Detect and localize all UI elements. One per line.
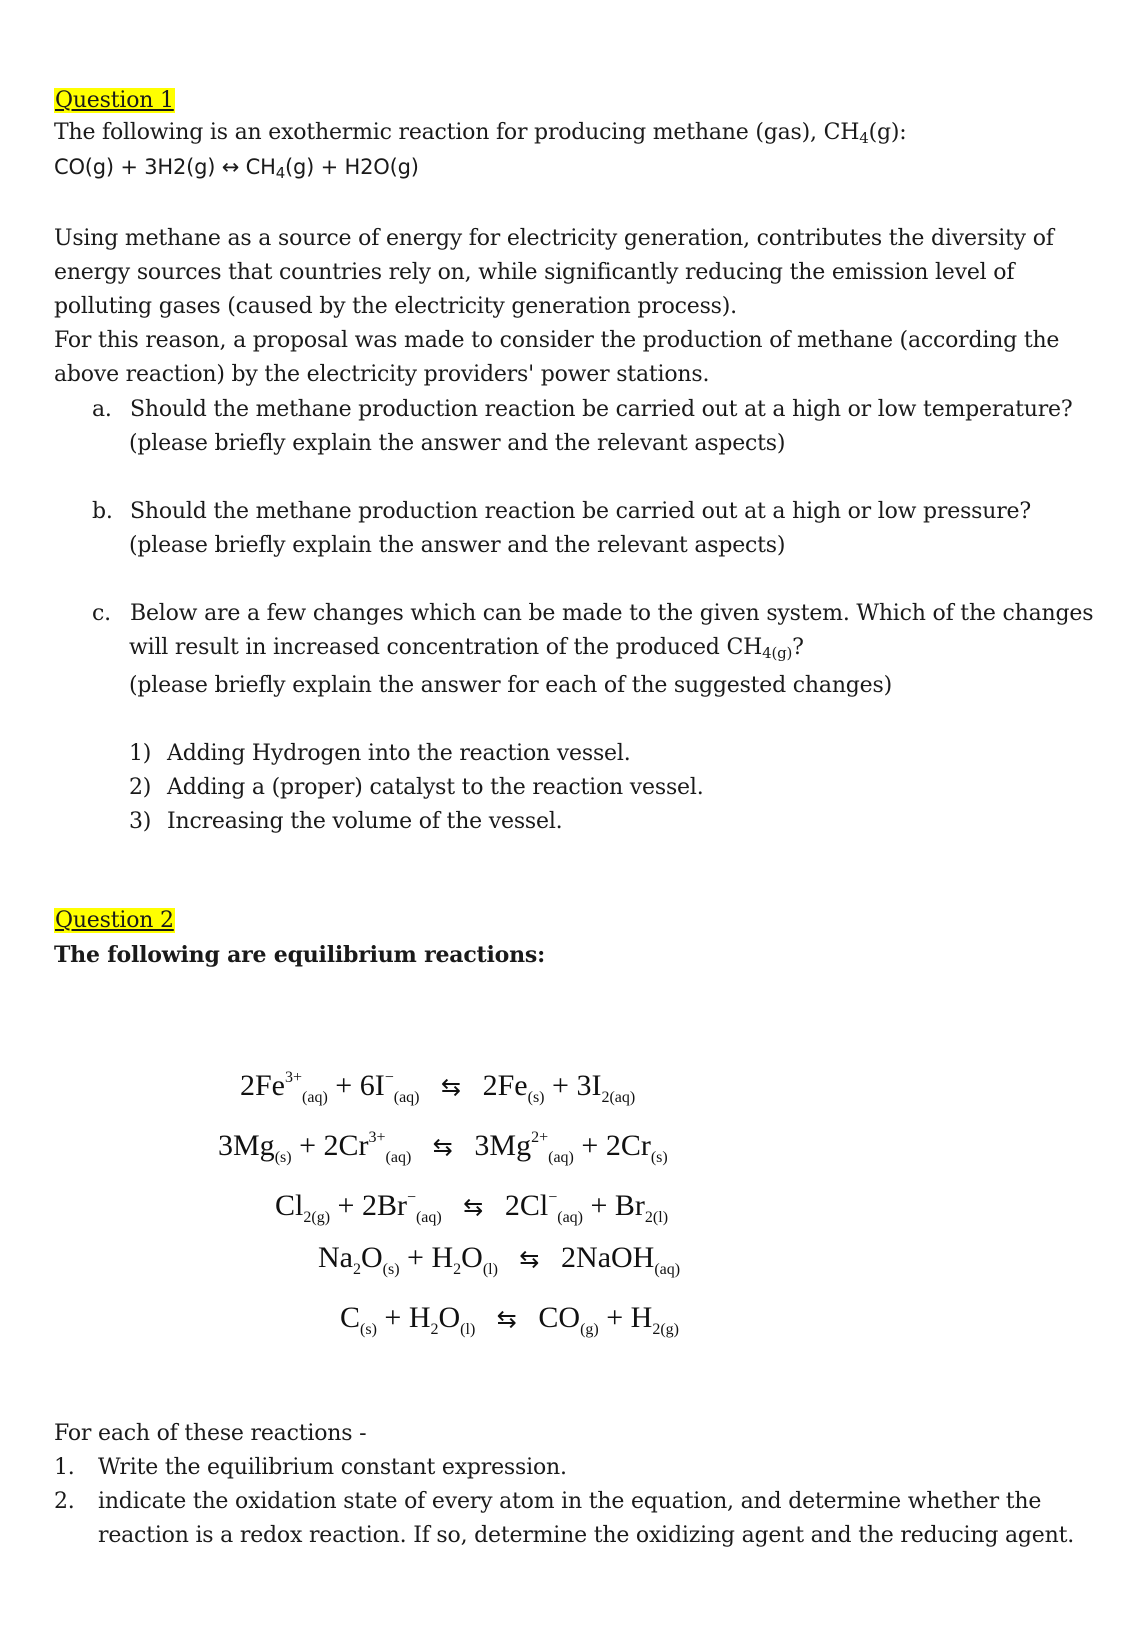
question-1-heading: Question 1 bbox=[55, 88, 174, 113]
question-2-intro: The following are equilibrium reactions: bbox=[54, 942, 546, 968]
change-item: 1) Adding Hydrogen into the reaction vessel. bbox=[129, 741, 631, 766]
task-item: 2. indicate the oxidation state of every atom in the equation, and determine whether the bbox=[54, 1489, 1042, 1514]
question-1b: b. Should the methane production reaction be carried out at a high or low pressure? bbox=[92, 495, 1031, 529]
change-item: 2) Adding a (proper) catalyst to the reaction vessel. bbox=[129, 775, 704, 800]
paragraph-line: Using methane as a source of energy for electricity generation, contributes the diversity of bbox=[54, 226, 1054, 251]
question-1c: c. Below are a few changes which can be made to the given system. Which of the changes bbox=[92, 597, 1093, 631]
paragraph-line: polluting gases (caused by the electricity generation process). bbox=[54, 294, 737, 319]
question-1c-line2: will result in increased concentration of the produced $CH_{4(g)}$? bbox=[129, 635, 804, 662]
equilibrium-arrow-icon: ⇆ bbox=[496, 1305, 517, 1333]
equilibrium-arrow-icon: ⇆ bbox=[519, 1245, 540, 1273]
list-marker: b. bbox=[92, 499, 113, 524]
reaction-1: $2Fe^{3+}_{(aq)} + 6I^-_{(aq)}$ ⇆ $2Fe_{(s)} + 3I_{2(aq)}$ bbox=[240, 1069, 636, 1106]
list-marker: c. bbox=[92, 601, 111, 626]
change-item: 3) Increasing the volume of the vessel. bbox=[129, 809, 563, 834]
paragraph-line: energy sources that countries rely on, while significantly reducing the emission level of bbox=[54, 260, 1015, 285]
equilibrium-arrow-icon: ⇆ bbox=[441, 1073, 462, 1101]
methane-equation: CO(g) + 3H2(g) ↔ $CH_4(g) + H2O(g)$ bbox=[54, 155, 419, 182]
equilibrium-arrow-icon: ⇆ bbox=[432, 1133, 453, 1161]
question-1a: a. Should the methane production reaction be carried out at a high or low temperature? bbox=[92, 393, 1072, 427]
task-item-continuation: reaction is a redox reaction. If so, determine the oxidizing agent and the reducing agent. bbox=[98, 1523, 1075, 1548]
question-1c-note: (please briefly explain the answer for each of the suggested changes) bbox=[129, 673, 892, 698]
paragraph-line: above reaction) by the electricity providers' power stations. bbox=[54, 362, 710, 387]
reaction-5: $C_{(s)} + H_2O_{(l)}$ ⇆ $CO_{(g)} + H_{2(g)}$ bbox=[340, 1301, 679, 1338]
reaction-4: $Na_2O_{(s)} + H_2O_{(l)}$ ⇆ 2NaOH$_{(aq)}$ bbox=[318, 1241, 681, 1278]
question-2-heading: Question 2 bbox=[55, 908, 174, 933]
list-marker: a. bbox=[92, 397, 112, 422]
question-1-intro: The following is an exothermic reaction for producing methane (gas), $CH_4(g)$: bbox=[54, 120, 907, 147]
question-1b-note: (please briefly explain the answer and the relevant aspects) bbox=[129, 533, 786, 558]
equilibrium-arrow-icon: ⇆ bbox=[463, 1193, 484, 1221]
paragraph-line: For this reason, a proposal was made to consider the production of methane (according the bbox=[54, 328, 1060, 353]
reaction-2: $3Mg_{(s)} + 2Cr^{3+}_{(aq)}$ ⇆ $3Mg^{2+}_{(aq)} + 2Cr_{(s)}$ bbox=[218, 1129, 668, 1166]
task-item: 1. Write the equilibrium constant expression. bbox=[54, 1455, 567, 1480]
reaction-3: $Cl_{2(g)} + 2Br^-_{(aq)}$ ⇆ $2Cl^-_{(aq)} + Br_{2(l)}$ bbox=[275, 1189, 669, 1226]
for-each-label: For each of these reactions - bbox=[54, 1421, 367, 1446]
question-1a-note: (please briefly explain the answer and the relevant aspects) bbox=[129, 431, 786, 456]
